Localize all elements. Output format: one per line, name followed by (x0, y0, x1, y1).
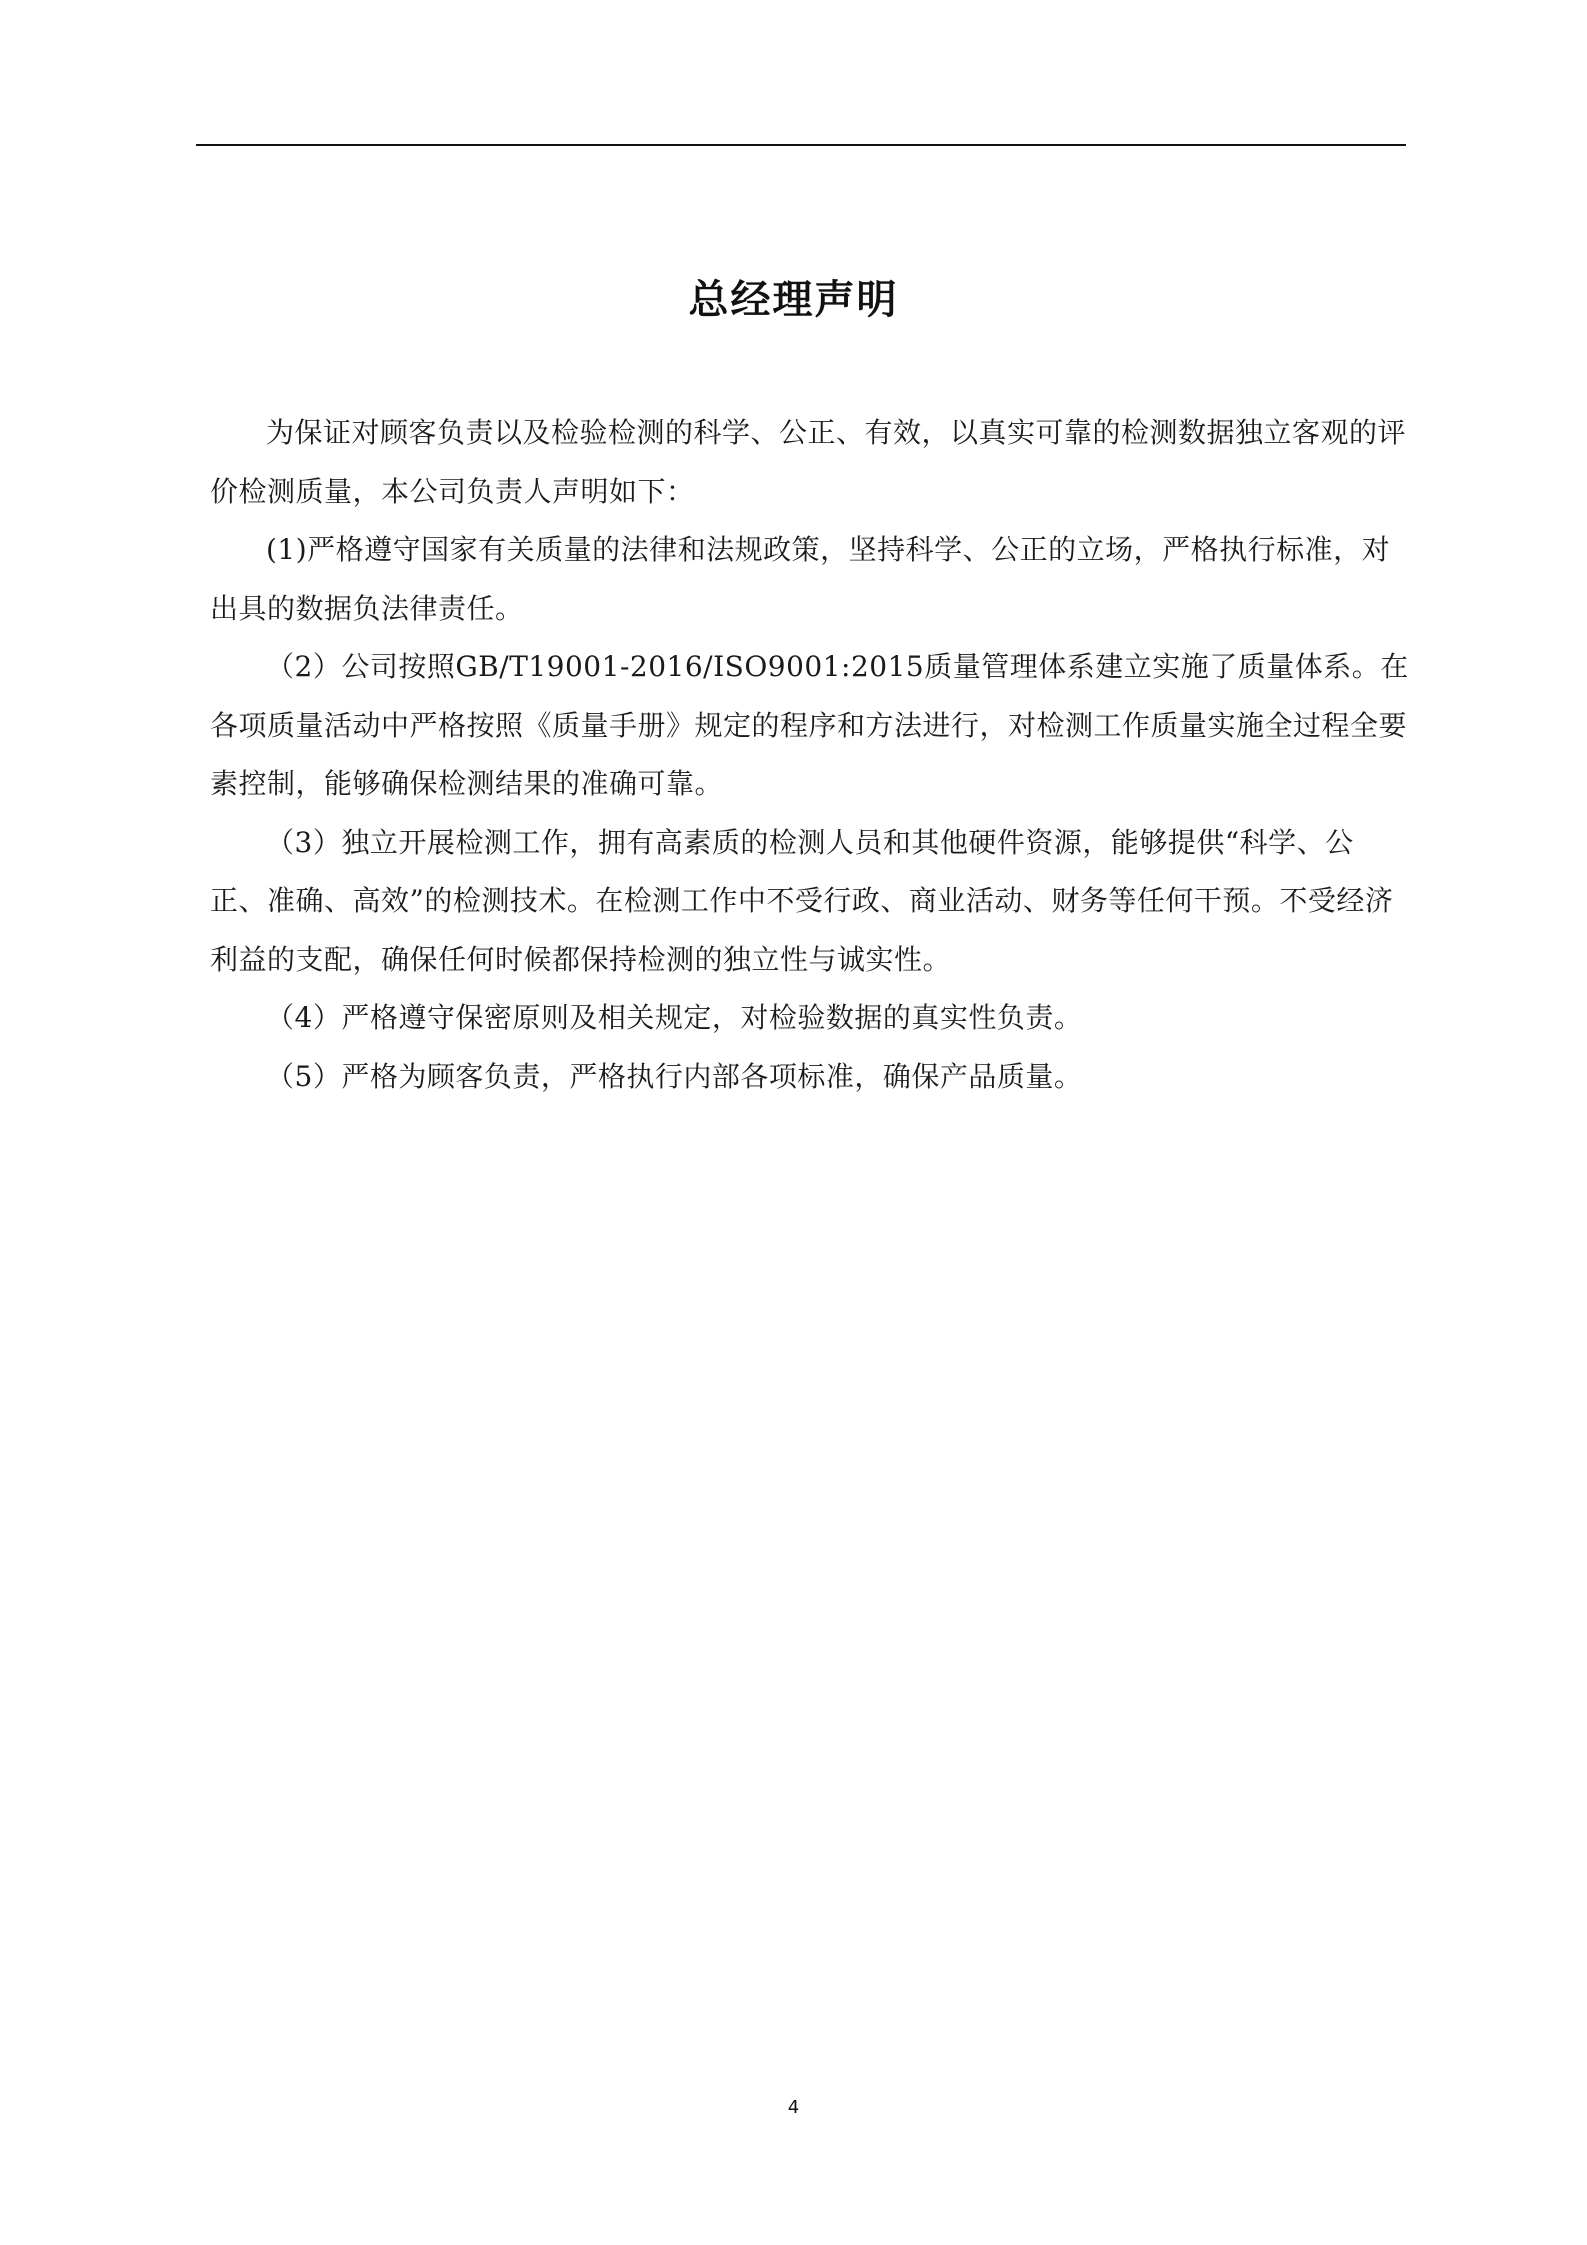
page-title: 总经理声明 (688, 277, 899, 323)
clause-2-paragraph: （2）公司按照GB/T19001-2016/ISO9001:2015质量管理体系建立实施了质量体系。在各项质量活动中严格按照《质量手册》规定的程序和方法进行，对检测工作质量实施全过程全要素控制，能够确保检测结果的准确可靠。 (210, 650, 1409, 800)
page-number: 4 (787, 2097, 800, 2118)
clause-3-paragraph: （3）独立开展检测工作，拥有高素质的检测人员和其他硬件资源，能够提供“科学、公正、准确、高效”的检测技术。在检测工作中不受行政、商业活动、财务等任何干预。不受经济利益的支配，确保任何时候都保持检测的独立性与诚实性。 (210, 825, 1394, 976)
statement-body (210, 404, 1410, 1106)
clause-4-paragraph: （4）严格遵守保密原则及相关规定，对检验数据的真实性负责。 (266, 1001, 1083, 1034)
clause-1-paragraph: (1)严格遵守国家有关质量的法律和法规政策，坚持科学、公正的立场，严格执行标准，对出具的数据负法律责任。 (210, 533, 1391, 625)
header-rule (196, 144, 1406, 146)
intro-paragraph: 为保证对顾客负责以及检验检测的科学、公正、有效，以真实可靠的检测数据独立客观的评价检测质量，本公司负责人声明如下： (210, 416, 1407, 508)
clause-5-paragraph: （5）严格为顾客负责，严格执行内部各项标准，确保产品质量。 (266, 1059, 1083, 1093)
